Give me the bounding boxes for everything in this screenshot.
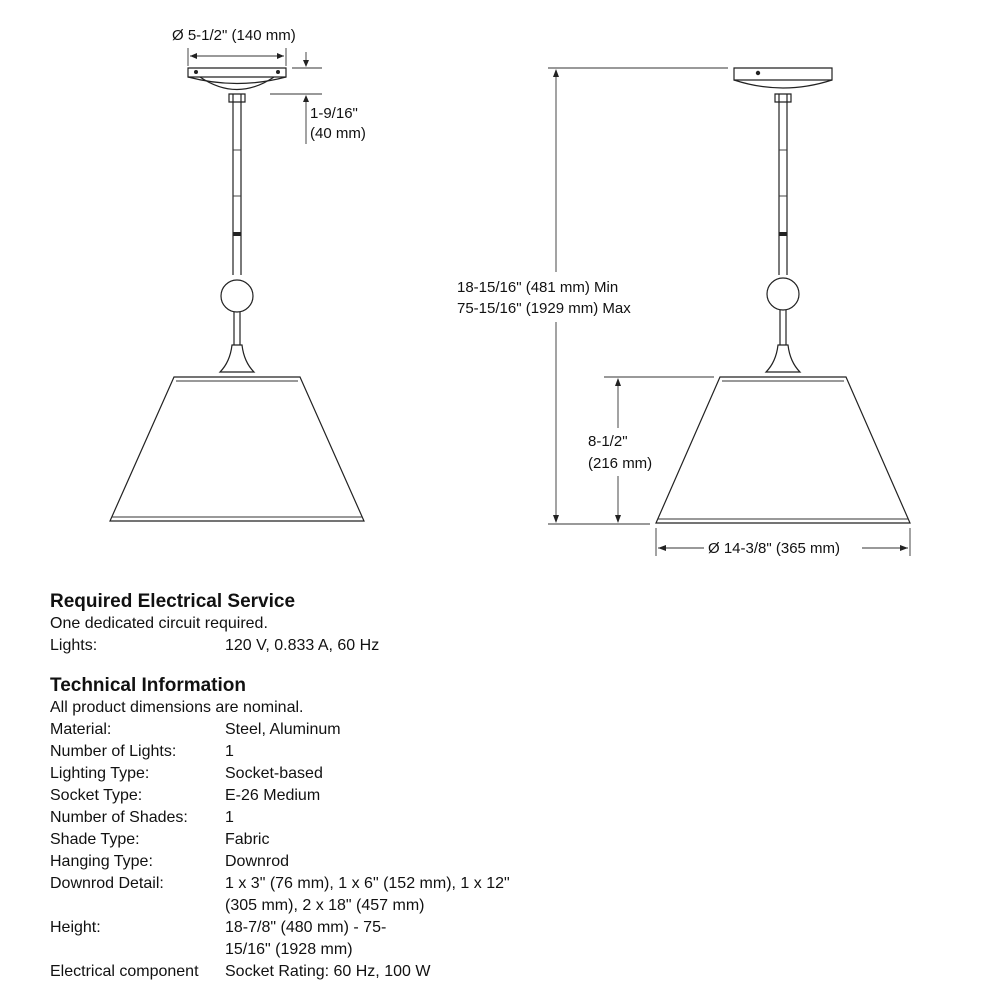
shade-height-dimension bbox=[588, 377, 714, 523]
spec-value: Socket Rating: 60 Hz, 100 W bbox=[225, 963, 431, 980]
spec-value: 120 V, 0.833 A, 60 Hz bbox=[225, 637, 380, 654]
technical-information-section bbox=[50, 675, 950, 983]
shade-height-line-2: (216 mm) bbox=[588, 455, 653, 472]
spec-value: Fabric bbox=[225, 831, 270, 848]
spec-label: Socket Type: bbox=[50, 787, 143, 804]
overall-height-max: 75-15/16" (1929 mm) Max bbox=[457, 300, 631, 317]
spec-label: Lighting Type: bbox=[50, 765, 150, 782]
canopy-height-line-1: 1-9/16" bbox=[310, 105, 358, 122]
spec-label: Number of Shades: bbox=[50, 809, 188, 826]
spec-row bbox=[50, 829, 950, 851]
shade-diameter-dimension bbox=[656, 528, 910, 557]
spec-row bbox=[50, 917, 950, 961]
spec-row bbox=[50, 763, 950, 785]
canopy-height-line-2: (40 mm) bbox=[310, 125, 366, 142]
side-view-fixture bbox=[656, 68, 910, 523]
technical-information-note: All product dimensions are nominal. bbox=[50, 699, 304, 716]
spec-row bbox=[50, 785, 950, 807]
spec-value: E-26 Medium bbox=[225, 787, 321, 804]
spec-value: 1 bbox=[225, 809, 234, 826]
spec-label: Downrod Detail: bbox=[50, 875, 164, 892]
spec-label: Shade Type: bbox=[50, 831, 140, 848]
electrical-service-section bbox=[50, 591, 950, 657]
spec-label: Electrical component bbox=[50, 963, 199, 980]
spec-row bbox=[50, 851, 950, 873]
spec-label: Height: bbox=[50, 919, 101, 936]
spec-row bbox=[50, 807, 950, 829]
spec-value: 1 bbox=[225, 743, 234, 760]
shade-height-line-1: 8-1/2" bbox=[588, 433, 628, 450]
spec-value: 1 x 3" (76 mm), 1 x 6" (152 mm), 1 x 12" (305 mm), 2 x 18" (457 mm) bbox=[225, 875, 510, 914]
technical-information-heading: Technical Information bbox=[50, 675, 247, 696]
spec-value: 18-7/8" (480 mm) - 75-15/16" (1928 mm) bbox=[225, 919, 387, 958]
canopy-diameter-label: Ø 5-1/2" (140 mm) bbox=[172, 27, 296, 44]
spec-value: Steel, Aluminum bbox=[225, 721, 341, 738]
spec-label: Lights: bbox=[50, 637, 98, 654]
spec-row bbox=[50, 719, 950, 741]
spec-label: Number of Lights: bbox=[50, 743, 177, 760]
spec-label: Material: bbox=[50, 721, 112, 738]
spec-value: Socket-based bbox=[225, 765, 323, 782]
spec-row bbox=[50, 635, 950, 657]
spec-row bbox=[50, 741, 950, 763]
electrical-service-heading: Required Electrical Service bbox=[50, 591, 296, 612]
canopy-diameter-dimension bbox=[172, 27, 296, 66]
spec-label: Hanging Type: bbox=[50, 853, 153, 870]
overall-height-min: 18-15/16" (481 mm) Min bbox=[457, 279, 619, 296]
spec-row bbox=[50, 873, 950, 917]
spec-value: Downrod bbox=[225, 853, 290, 870]
shade-diameter-label: Ø 14-3/8" (365 mm) bbox=[708, 540, 841, 557]
canopy-height-dimension bbox=[270, 52, 366, 144]
electrical-service-note: One dedicated circuit required. bbox=[50, 615, 268, 632]
spec-row bbox=[50, 961, 950, 983]
